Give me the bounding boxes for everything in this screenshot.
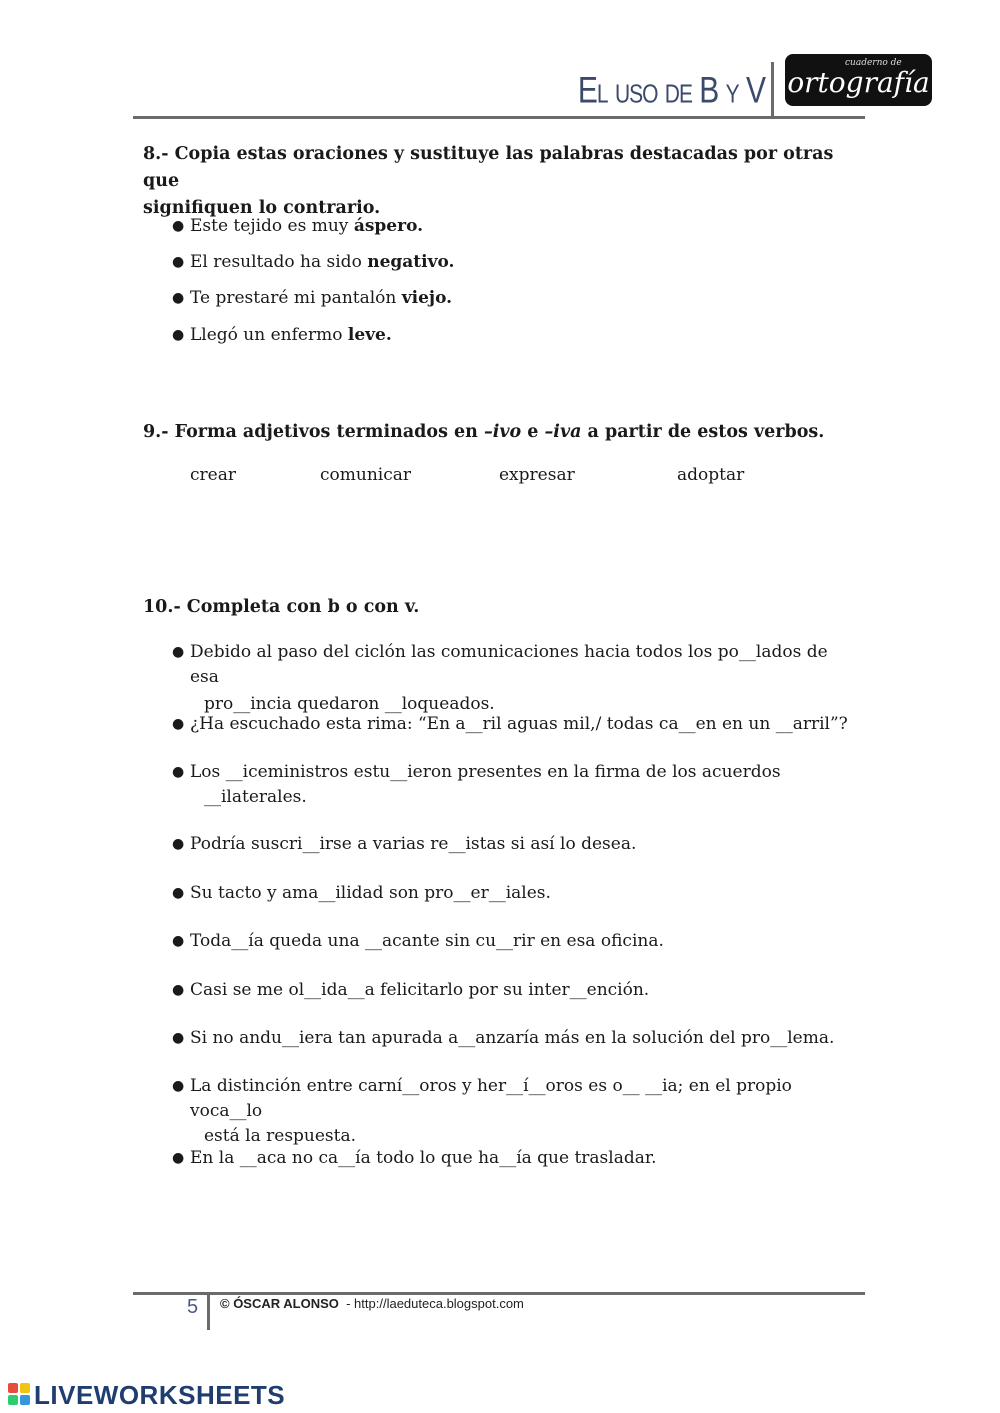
bullet: ● xyxy=(172,290,185,306)
q9-heading xyxy=(143,419,863,446)
bullet: ● xyxy=(172,1030,185,1046)
q10-item-line1: En la __aca no ca__ía todo lo que ha__ía que trasladar. xyxy=(190,1148,657,1168)
q8-item-text: Este tejido es muy xyxy=(190,216,354,236)
q10-item-line2: está la respuesta. xyxy=(204,1126,357,1146)
q8-item-1 xyxy=(0,214,1000,239)
bullet: ● xyxy=(172,716,185,732)
page-number: 5 xyxy=(187,1296,199,1318)
liveworksheets-logo-icon xyxy=(8,1383,30,1405)
bullet: ● xyxy=(172,1078,185,1094)
q8-item-3 xyxy=(0,286,1000,311)
liveworksheets-wordmark: LIVEWORKSHEETS xyxy=(34,1380,286,1410)
q8-heading xyxy=(143,141,863,222)
logo-main-text: ortografía xyxy=(787,66,930,99)
q10-item-line1: Toda__ía queda una __acante sin cu__rir en esa oficina. xyxy=(190,931,664,951)
q8-item-highlight: viejo. xyxy=(401,288,453,308)
bullet: ● xyxy=(172,327,185,343)
copyright-author: © ÓSCAR ALONSO xyxy=(220,1296,339,1311)
q10-heading: 10.- Completa con b o con v. xyxy=(143,597,420,617)
header-rule xyxy=(133,116,865,119)
q10-item-line2: pro__incia quedaron __loqueados. xyxy=(204,694,495,714)
q10-item-line1: ¿Ha escuchado esta rima: “En a__ril aguas mil,/ todas ca__en en un __arril”? xyxy=(190,714,848,734)
logo-subtitle: cuaderno de xyxy=(845,58,902,68)
q9-suffix-ivo: –ivo xyxy=(483,422,522,442)
q10-item-line1: Los __iceministros estu__ieron presentes en la firma de los acuerdos xyxy=(190,762,781,782)
footer-divider xyxy=(207,1294,210,1330)
q8-item-highlight: leve. xyxy=(347,325,392,345)
q9-heading-part: a partir de estos verbos. xyxy=(581,422,825,442)
q8-heading-line1: 8.- Copia estas oraciones y sustituye las palabras destacadas por otras que xyxy=(143,144,834,191)
q9-verb-1: crear xyxy=(190,465,236,485)
q10-item-line1: Podría suscri__irse a varias re__istas si así lo desea. xyxy=(190,834,637,854)
q8-item-text: El resultado ha sido xyxy=(190,252,368,272)
bullet: ● xyxy=(172,254,185,270)
footer-credit xyxy=(220,1296,524,1311)
q9-verb-2: comunicar xyxy=(320,465,411,485)
q8-item-highlight: áspero. xyxy=(353,216,424,236)
q9-verb-4: adoptar xyxy=(677,465,745,485)
bullet: ● xyxy=(172,982,185,998)
q10-item-line1: Debido al paso del ciclón las comunicaciones hacia todos los po__lados de esa xyxy=(190,642,828,687)
q9-heading-part: 9.- Forma adjetivos terminados en xyxy=(143,422,484,442)
q10-item-line1: Si no andu__iera tan apurada a__anzaría más en la solución del pro__lema. xyxy=(190,1028,835,1048)
footer-url: - http://laeduteca.blogspot.com xyxy=(338,1296,524,1311)
q8-item-2 xyxy=(0,250,1000,275)
bullet: ● xyxy=(172,218,185,234)
ortografia-logo xyxy=(785,54,932,106)
bullet: ● xyxy=(172,836,185,852)
q8-item-4 xyxy=(0,323,1000,348)
footer-rule xyxy=(133,1292,865,1295)
bullet: ● xyxy=(172,1150,185,1166)
bullet: ● xyxy=(172,644,185,660)
q9-heading-part: e xyxy=(521,422,545,442)
q9-verb-3: expresar xyxy=(499,465,575,485)
q8-item-highlight: negativo. xyxy=(367,252,455,272)
q10-item-line2: __ilaterales. xyxy=(204,787,307,807)
q8-item-text: Te prestaré mi pantalón xyxy=(190,288,402,308)
header-divider xyxy=(771,62,774,118)
q9-suffix-iva: –iva xyxy=(544,422,582,442)
q10-item-line1: La distinción entre carní__oros y her__í__oros es o__ __ia; en el propio voca__lo xyxy=(190,1076,792,1121)
q10-item-line1: Su tacto y ama__ilidad son pro__er__iales. xyxy=(190,883,551,903)
bullet: ● xyxy=(172,764,185,780)
q8-heading-line2: signifiquen lo contrario. xyxy=(143,198,381,218)
q10-item-line1: Casi se me ol__ida__a felicitarlo por su inter__ención. xyxy=(190,980,650,1000)
bullet: ● xyxy=(172,885,185,901)
bullet: ● xyxy=(172,933,185,949)
q8-item-text: Llegó un enfermo xyxy=(190,325,348,345)
worksheet-title: El uso de B y V xyxy=(577,70,765,112)
